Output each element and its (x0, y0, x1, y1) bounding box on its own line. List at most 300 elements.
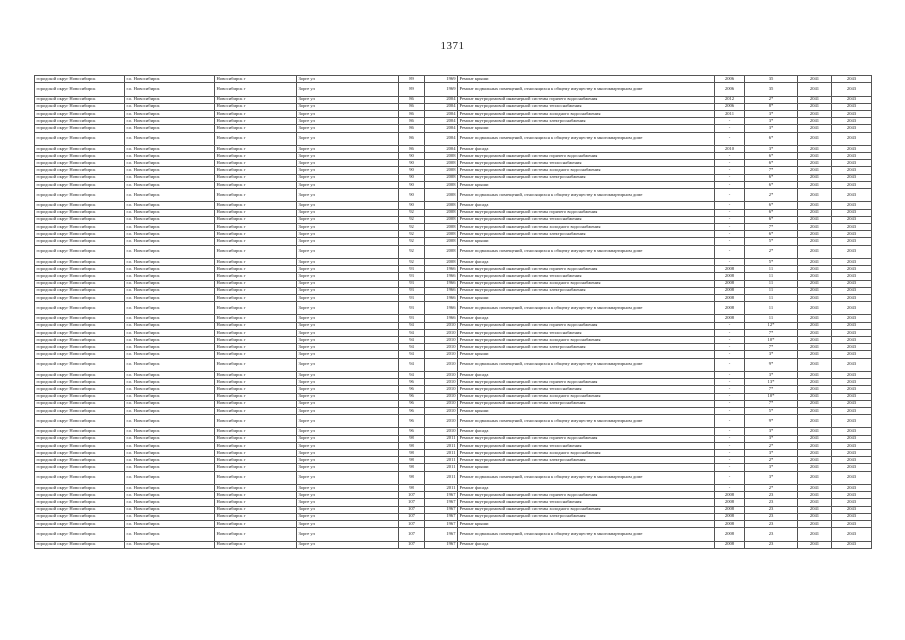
plan-end-cell: 2043 (832, 337, 872, 344)
last-repair-year-cell: - (715, 464, 745, 471)
municipality-cell: городской округ Новосибирск (35, 103, 125, 110)
year-built-cell: 1967 (425, 528, 458, 541)
municipality-cell: городской округ Новосибирск (35, 110, 125, 117)
year-built-cell: 1967 (425, 499, 458, 506)
street-cell: Зорге ул (297, 322, 399, 329)
plan-end-cell: 2043 (832, 371, 872, 378)
settlement-type-cell: г.о. Новосибирск (125, 96, 215, 103)
lifetime-cell: 3* (745, 351, 798, 358)
municipality-cell: городской округ Новосибирск (35, 450, 125, 457)
house-number-cell: 107 (399, 541, 425, 548)
table-body (35, 76, 872, 549)
plan-start-cell: 2041 (798, 110, 832, 117)
house-number-cell: 94 (399, 371, 425, 378)
plan-end-cell: 2043 (832, 464, 872, 471)
year-built-cell: 1969 (425, 83, 458, 96)
municipality-cell: городской округ Новосибирск (35, 294, 125, 301)
municipality-cell: городской округ Новосибирск (35, 181, 125, 188)
plan-end-cell: 2043 (832, 76, 872, 83)
settlement-cell: Новосибирск г (215, 337, 297, 344)
plan-end-cell: 2043 (832, 273, 872, 280)
lifetime-cell: 13* (745, 379, 798, 386)
plan-start-cell: 2041 (798, 506, 832, 513)
municipality-cell: городской округ Новосибирск (35, 457, 125, 464)
settlement-type-cell: г.о. Новосибирск (125, 315, 215, 322)
settlement-cell: Новосибирск г (215, 103, 297, 110)
plan-end-cell: 2043 (832, 457, 872, 464)
house-number-cell: 86 (399, 103, 425, 110)
work-type-cell: Ремонт крыши (458, 351, 715, 358)
lifetime-cell: 9* (745, 415, 798, 428)
settlement-type-cell: г.о. Новосибирск (125, 223, 215, 230)
plan-end-cell: 2043 (832, 145, 872, 152)
house-number-cell: 86 (399, 132, 425, 145)
last-repair-year-cell: - (715, 393, 745, 400)
year-built-cell: 2011 (425, 471, 458, 484)
last-repair-year-cell: - (715, 457, 745, 464)
settlement-cell: Новосибирск г (215, 110, 297, 117)
street-cell: Зорге ул (297, 344, 399, 351)
settlement-type-cell: г.о. Новосибирск (125, 428, 215, 435)
last-repair-year-cell: - (715, 160, 745, 167)
plan-start-cell: 2041 (798, 302, 832, 315)
work-type-cell: Ремонт подвальных помещений, относящихся к общему имуществу в многоквартирном доме (458, 132, 715, 145)
street-cell: Зорге ул (297, 442, 399, 449)
street-cell: Зорге ул (297, 118, 399, 125)
last-repair-year-cell: - (715, 450, 745, 457)
plan-start-cell: 2041 (798, 329, 832, 336)
street-cell: Зорге ул (297, 379, 399, 386)
table-row (35, 294, 872, 301)
street-cell: Зорге ул (297, 202, 399, 209)
lifetime-cell: 11 (745, 273, 798, 280)
year-built-cell: 2010 (425, 329, 458, 336)
table-row (35, 344, 872, 351)
page-number: 1371 (440, 40, 465, 52)
settlement-type-cell: г.о. Новосибирск (125, 103, 215, 110)
settlement-cell: Новосибирск г (215, 371, 297, 378)
last-repair-year-cell: - (715, 415, 745, 428)
table-row (35, 96, 872, 103)
municipality-cell: городской округ Новосибирск (35, 528, 125, 541)
year-built-cell: 2004 (425, 145, 458, 152)
plan-start-cell: 2041 (798, 280, 832, 287)
year-built-cell: 2011 (425, 435, 458, 442)
house-number-cell: 98 (399, 457, 425, 464)
plan-start-cell: 2041 (798, 202, 832, 209)
plan-start-cell: 2041 (798, 337, 832, 344)
street-cell: Зорге ул (297, 189, 399, 202)
house-number-cell: 92 (399, 216, 425, 223)
year-built-cell: 1967 (425, 541, 458, 548)
settlement-cell: Новосибирск г (215, 541, 297, 548)
settlement-type-cell: г.о. Новосибирск (125, 83, 215, 96)
last-repair-year-cell: - (715, 202, 745, 209)
settlement-type-cell: г.о. Новосибирск (125, 245, 215, 258)
plan-start-cell: 2041 (798, 379, 832, 386)
settlement-type-cell: г.о. Новосибирск (125, 273, 215, 280)
table-row (35, 520, 872, 527)
work-type-cell: Ремонт внутридомовой инженерной системы горячего водоснабжения (458, 209, 715, 216)
work-type-cell: Ремонт подвальных помещений, относящихся к общему имуществу в многоквартирном доме (458, 358, 715, 371)
table-row (35, 202, 872, 209)
street-cell: Зорге ул (297, 499, 399, 506)
settlement-cell: Новосибирск г (215, 202, 297, 209)
street-cell: Зорге ул (297, 125, 399, 132)
lifetime-cell: 6* (745, 231, 798, 238)
house-number-cell: 107 (399, 506, 425, 513)
settlement-cell: Новосибирск г (215, 125, 297, 132)
plan-start-cell: 2041 (798, 499, 832, 506)
lifetime-cell: 5* (745, 407, 798, 414)
street-cell: Зорге ул (297, 273, 399, 280)
year-built-cell: 2008 (425, 223, 458, 230)
last-repair-year-cell: 2008 (715, 513, 745, 520)
settlement-type-cell: г.о. Новосибирск (125, 145, 215, 152)
settlement-type-cell: г.о. Новосибирск (125, 371, 215, 378)
house-number-cell: 94 (399, 322, 425, 329)
last-repair-year-cell: 2008 (715, 520, 745, 527)
settlement-type-cell: г.о. Новосибирск (125, 209, 215, 216)
year-built-cell: 2008 (425, 209, 458, 216)
plan-start-cell: 2041 (798, 428, 832, 435)
year-built-cell: 2004 (425, 110, 458, 117)
plan-start-cell: 2041 (798, 407, 832, 414)
lifetime-cell: 6* (745, 160, 798, 167)
settlement-cell: Новосибирск г (215, 118, 297, 125)
work-type-cell: Ремонт внутридомовой инженерной системы горячего водоснабжения (458, 266, 715, 273)
settlement-cell: Новосибирск г (215, 181, 297, 188)
plan-start-cell: 2041 (798, 83, 832, 96)
last-repair-year-cell: - (715, 400, 745, 407)
lifetime-cell: 7* (745, 344, 798, 351)
table-row (35, 485, 872, 492)
house-number-cell: 94 (399, 337, 425, 344)
settlement-type-cell: г.о. Новосибирск (125, 216, 215, 223)
work-type-cell: Ремонт крыши (458, 294, 715, 301)
table-row (35, 492, 872, 499)
street-cell: Зорге ул (297, 145, 399, 152)
work-type-cell: Ремонт внутридомовой инженерной системы холодного водоснабжения (458, 393, 715, 400)
municipality-cell: городской округ Новосибирск (35, 287, 125, 294)
settlement-cell: Новосибирск г (215, 153, 297, 160)
settlement-type-cell: г.о. Новосибирск (125, 351, 215, 358)
house-number-cell: 92 (399, 209, 425, 216)
house-number-cell: 94 (399, 344, 425, 351)
plan-end-cell: 2043 (832, 231, 872, 238)
plan-end-cell: 2043 (832, 174, 872, 181)
lifetime-cell: 8* (745, 103, 798, 110)
plan-start-cell: 2041 (798, 492, 832, 499)
work-type-cell: Ремонт внутридомовой инженерной системы холодного водоснабжения (458, 280, 715, 287)
work-type-cell: Ремонт внутридомовой инженерной системы горячего водоснабжения (458, 379, 715, 386)
plan-start-cell: 2041 (798, 513, 832, 520)
settlement-type-cell: г.о. Новосибирск (125, 329, 215, 336)
street-cell: Зорге ул (297, 302, 399, 315)
settlement-cell: Новосибирск г (215, 302, 297, 315)
settlement-type-cell: г.о. Новосибирск (125, 407, 215, 414)
year-built-cell: 2008 (425, 174, 458, 181)
settlement-type-cell: г.о. Новосибирск (125, 358, 215, 371)
municipality-cell: городской округ Новосибирск (35, 435, 125, 442)
house-number-cell: 86 (399, 110, 425, 117)
house-number-cell: 86 (399, 96, 425, 103)
plan-start-cell: 2041 (798, 258, 832, 265)
lifetime-cell: 6* (745, 181, 798, 188)
plan-end-cell: 2043 (832, 442, 872, 449)
plan-start-cell: 2041 (798, 189, 832, 202)
street-cell: Зорге ул (297, 96, 399, 103)
plan-start-cell: 2041 (798, 96, 832, 103)
plan-end-cell: 2043 (832, 435, 872, 442)
plan-end-cell: 2043 (832, 160, 872, 167)
house-number-cell: 96 (399, 400, 425, 407)
street-cell: Зорге ул (297, 428, 399, 435)
last-repair-year-cell: 2006 (715, 76, 745, 83)
municipality-cell: городской округ Новосибирск (35, 371, 125, 378)
house-number-cell: 86 (399, 125, 425, 132)
plan-start-cell: 2041 (798, 471, 832, 484)
work-type-cell: Ремонт фасада (458, 315, 715, 322)
plan-start-cell: 2041 (798, 167, 832, 174)
lifetime-cell: 3* (745, 428, 798, 435)
municipality-cell: городской округ Новосибирск (35, 379, 125, 386)
lifetime-cell: 5* (745, 238, 798, 245)
table-row (35, 541, 872, 548)
table-row (35, 181, 872, 188)
settlement-cell: Новосибирск г (215, 96, 297, 103)
plan-start-cell: 2041 (798, 541, 832, 548)
work-type-cell: Ремонт внутридомовой инженерной системы горячего водоснабжения (458, 96, 715, 103)
year-built-cell: 2010 (425, 344, 458, 351)
lifetime-cell: 3* (745, 371, 798, 378)
street-cell: Зорге ул (297, 76, 399, 83)
house-number-cell: 90 (399, 160, 425, 167)
last-repair-year-cell: 2006 (715, 83, 745, 96)
municipality-cell: городской округ Новосибирск (35, 506, 125, 513)
table-row (35, 513, 872, 520)
year-built-cell: 1969 (425, 76, 458, 83)
house-number-cell: 90 (399, 181, 425, 188)
lifetime-cell: 3* (745, 110, 798, 117)
table-row (35, 145, 872, 152)
lifetime-cell: 2* (745, 485, 798, 492)
settlement-cell: Новосибирск г (215, 379, 297, 386)
settlement-type-cell: г.о. Новосибирск (125, 464, 215, 471)
table-row (35, 400, 872, 407)
last-repair-year-cell: - (715, 428, 745, 435)
settlement-type-cell: г.о. Новосибирск (125, 379, 215, 386)
house-number-cell: 93 (399, 294, 425, 301)
municipality-cell: городской округ Новосибирск (35, 125, 125, 132)
settlement-type-cell: г.о. Новосибирск (125, 520, 215, 527)
plan-end-cell: 2043 (832, 266, 872, 273)
street-cell: Зорге ул (297, 450, 399, 457)
last-repair-year-cell: 2008 (715, 302, 745, 315)
plan-end-cell: 2043 (832, 400, 872, 407)
lifetime-cell: 11 (745, 287, 798, 294)
plan-end-cell: 2043 (832, 428, 872, 435)
lifetime-cell: 6* (745, 202, 798, 209)
street-cell: Зорге ул (297, 393, 399, 400)
last-repair-year-cell: - (715, 358, 745, 371)
last-repair-year-cell: - (715, 181, 745, 188)
last-repair-year-cell: - (715, 435, 745, 442)
settlement-cell: Новосибирск г (215, 132, 297, 145)
plan-start-cell: 2041 (798, 457, 832, 464)
plan-start-cell: 2041 (798, 450, 832, 457)
table-row (35, 245, 872, 258)
lifetime-cell: 6* (745, 153, 798, 160)
street-cell: Зорге ул (297, 315, 399, 322)
street-cell: Зорге ул (297, 110, 399, 117)
plan-end-cell: 2043 (832, 103, 872, 110)
table-row (35, 83, 872, 96)
work-type-cell: Ремонт фасада (458, 541, 715, 548)
year-built-cell: 2010 (425, 322, 458, 329)
settlement-cell: Новосибирск г (215, 464, 297, 471)
year-built-cell: 2004 (425, 103, 458, 110)
house-number-cell: 90 (399, 153, 425, 160)
settlement-cell: Новосибирск г (215, 294, 297, 301)
year-built-cell: 2010 (425, 415, 458, 428)
last-repair-year-cell: 2010 (715, 145, 745, 152)
settlement-cell: Новосибирск г (215, 415, 297, 428)
plan-start-cell: 2041 (798, 103, 832, 110)
work-type-cell: Ремонт внутридомовой инженерной системы холодного водоснабжения (458, 337, 715, 344)
municipality-cell: городской округ Новосибирск (35, 358, 125, 371)
plan-start-cell: 2041 (798, 145, 832, 152)
settlement-type-cell: г.о. Новосибирск (125, 118, 215, 125)
municipality-cell: городской округ Новосибирск (35, 273, 125, 280)
street-cell: Зорге ул (297, 167, 399, 174)
municipality-cell: городской округ Новосибирск (35, 174, 125, 181)
house-number-cell: 94 (399, 329, 425, 336)
plan-start-cell: 2041 (798, 216, 832, 223)
plan-start-cell: 2041 (798, 125, 832, 132)
year-built-cell: 2008 (425, 202, 458, 209)
table-row (35, 118, 872, 125)
house-number-cell: 92 (399, 245, 425, 258)
plan-start-cell: 2041 (798, 386, 832, 393)
municipality-cell: городской округ Новосибирск (35, 223, 125, 230)
settlement-cell: Новосибирск г (215, 245, 297, 258)
plan-start-cell: 2041 (798, 223, 832, 230)
year-built-cell: 2008 (425, 238, 458, 245)
table-row (35, 435, 872, 442)
settlement-type-cell: г.о. Новосибирск (125, 132, 215, 145)
plan-end-cell: 2043 (832, 258, 872, 265)
year-built-cell: 2010 (425, 428, 458, 435)
plan-start-cell: 2041 (798, 400, 832, 407)
plan-start-cell: 2041 (798, 415, 832, 428)
municipality-cell: городской округ Новосибирск (35, 541, 125, 548)
last-repair-year-cell: - (715, 125, 745, 132)
municipality-cell: городской округ Новосибирск (35, 280, 125, 287)
settlement-type-cell: г.о. Новосибирск (125, 125, 215, 132)
street-cell: Зорге ул (297, 160, 399, 167)
settlement-type-cell: г.о. Новосибирск (125, 280, 215, 287)
municipality-cell: городской округ Новосибирск (35, 160, 125, 167)
settlement-cell: Новосибирск г (215, 435, 297, 442)
house-number-cell: 96 (399, 379, 425, 386)
plan-end-cell: 2043 (832, 118, 872, 125)
house-number-cell: 90 (399, 174, 425, 181)
year-built-cell: 2008 (425, 181, 458, 188)
settlement-type-cell: г.о. Новосибирск (125, 528, 215, 541)
plan-start-cell: 2041 (798, 132, 832, 145)
house-number-cell: 89 (399, 76, 425, 83)
street-cell: Зорге ул (297, 238, 399, 245)
last-repair-year-cell: 2008 (715, 492, 745, 499)
municipality-cell: городской округ Новосибирск (35, 153, 125, 160)
settlement-type-cell: г.о. Новосибирск (125, 110, 215, 117)
plan-start-cell: 2041 (798, 273, 832, 280)
lifetime-cell: 7* (745, 386, 798, 393)
settlement-type-cell: г.о. Новосибирск (125, 499, 215, 506)
settlement-cell: Новосибирск г (215, 322, 297, 329)
table-row (35, 415, 872, 428)
table-row (35, 189, 872, 202)
house-number-cell: 86 (399, 118, 425, 125)
work-type-cell: Ремонт внутридомовой инженерной системы холодного водоснабжения (458, 450, 715, 457)
plan-start-cell: 2041 (798, 238, 832, 245)
plan-end-cell: 2043 (832, 294, 872, 301)
plan-start-cell: 2041 (798, 371, 832, 378)
settlement-cell: Новосибирск г (215, 287, 297, 294)
municipality-cell: городской округ Новосибирск (35, 428, 125, 435)
settlement-type-cell: г.о. Новосибирск (125, 189, 215, 202)
house-number-cell: 94 (399, 351, 425, 358)
municipality-cell: городской округ Новосибирск (35, 492, 125, 499)
work-type-cell: Ремонт крыши (458, 407, 715, 414)
table-row (35, 238, 872, 245)
work-type-cell: Ремонт внутридомовой инженерной системы горячего водоснабжения (458, 322, 715, 329)
lifetime-cell: 3* (745, 118, 798, 125)
settlement-cell: Новосибирск г (215, 513, 297, 520)
house-number-cell: 93 (399, 302, 425, 315)
table-row (35, 167, 872, 174)
settlement-cell: Новосибирск г (215, 315, 297, 322)
settlement-cell: Новосибирск г (215, 499, 297, 506)
plan-end-cell: 2043 (832, 344, 872, 351)
settlement-type-cell: г.о. Новосибирск (125, 202, 215, 209)
work-type-cell: Ремонт внутридомовой инженерной системы теплоснабжения (458, 499, 715, 506)
work-type-cell: Ремонт внутридомовой инженерной системы электроснабжения (458, 118, 715, 125)
house-number-cell: 98 (399, 464, 425, 471)
street-cell: Зорге ул (297, 258, 399, 265)
last-repair-year-cell: - (715, 351, 745, 358)
year-built-cell: 2011 (425, 485, 458, 492)
last-repair-year-cell: - (715, 174, 745, 181)
plan-end-cell: 2043 (832, 209, 872, 216)
plan-end-cell: 2043 (832, 393, 872, 400)
work-type-cell: Ремонт внутридомовой инженерной системы горячего водоснабжения (458, 435, 715, 442)
municipality-cell: городской округ Новосибирск (35, 499, 125, 506)
house-number-cell: 98 (399, 442, 425, 449)
municipality-cell: городской округ Новосибирск (35, 344, 125, 351)
last-repair-year-cell: - (715, 258, 745, 265)
settlement-type-cell: г.о. Новосибирск (125, 287, 215, 294)
plan-start-cell: 2041 (798, 528, 832, 541)
municipality-cell: городской округ Новосибирск (35, 400, 125, 407)
settlement-cell: Новосибирск г (215, 280, 297, 287)
municipality-cell: городской округ Новосибирск (35, 407, 125, 414)
year-built-cell: 2004 (425, 132, 458, 145)
municipality-cell: городской округ Новосибирск (35, 471, 125, 484)
table-row (35, 287, 872, 294)
plan-start-cell: 2041 (798, 209, 832, 216)
